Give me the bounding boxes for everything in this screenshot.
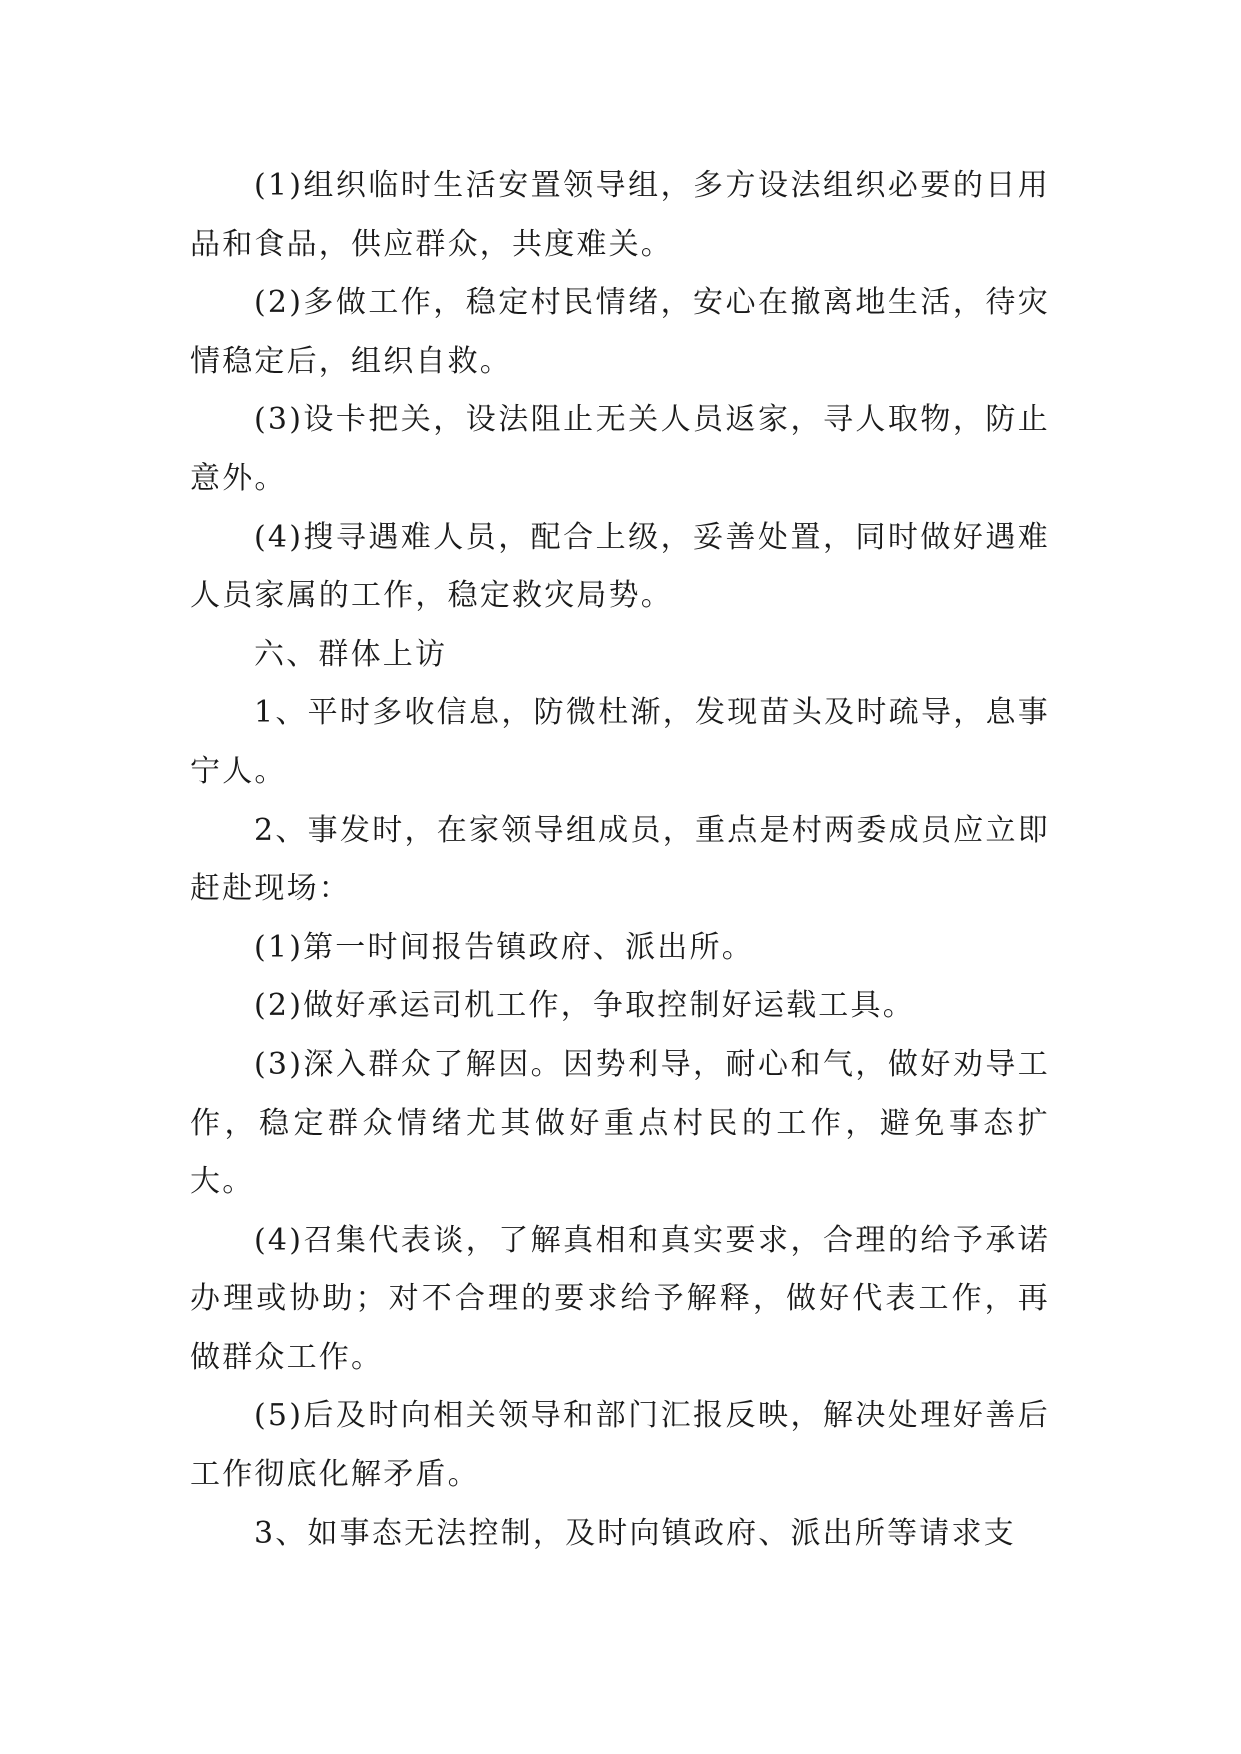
paragraph-item-8: (1)第一时间报告镇政府、派出所。 — [254, 929, 754, 965]
paragraph-item-2: (2)多做工作，稳定村民情绪，安心在撤离地生活，待灾情稳定后，组织自救。 — [190, 285, 1050, 379]
paragraph-item-7: 2、事发时，在家领导组成员，重点是村两委成员应立即赶赴现场： — [190, 812, 1050, 907]
document-body — [190, 157, 1050, 1563]
paragraph-item-4: (4)搜寻遇难人员，配合上级，妥善处置，同时做好遇难人员家属的工作，稳定救灾局势。 — [190, 519, 1050, 614]
paragraph-item-13: 3、如事态无法控制，及时向镇政府、派出所等请求支 — [254, 1515, 1016, 1551]
paragraph-item-10: (3)深入群众了解因。因势利导，耐心和气，做好劝导工作，稳定群众情绪尤其做好重点村民的工作，避免事态扩大。 — [190, 1046, 1050, 1200]
paragraph-item-1: (1)组织临时生活安置领导组，多方设法组织必要的日用品和食品，供应群众，共度难关。 — [190, 168, 1050, 262]
paragraph-item-9: (2)做好承运司机工作，争取控制好运载工具。 — [254, 988, 915, 1024]
paragraph-item-3: (3)设卡把关，设法阻止无关人员返家，寻人取物，防止意外。 — [190, 402, 1050, 496]
paragraph-item-12: (5)后及时向相关领导和部门汇报反映，解决处理好善后工作彻底化解矛盾。 — [190, 1398, 1050, 1493]
paragraph-item-11: (4)召集代表谈，了解真相和真实要求，合理的给予承诺办理或协助；对不合理的要求给予解释，做好代表工作，再做群众工作。 — [190, 1222, 1050, 1375]
section-heading-six: 六、群体上访 — [254, 636, 448, 672]
paragraph-item-6: 1、平时多收信息，防微杜渐，发现苗头及时疏导，息事宁人。 — [190, 695, 1050, 789]
